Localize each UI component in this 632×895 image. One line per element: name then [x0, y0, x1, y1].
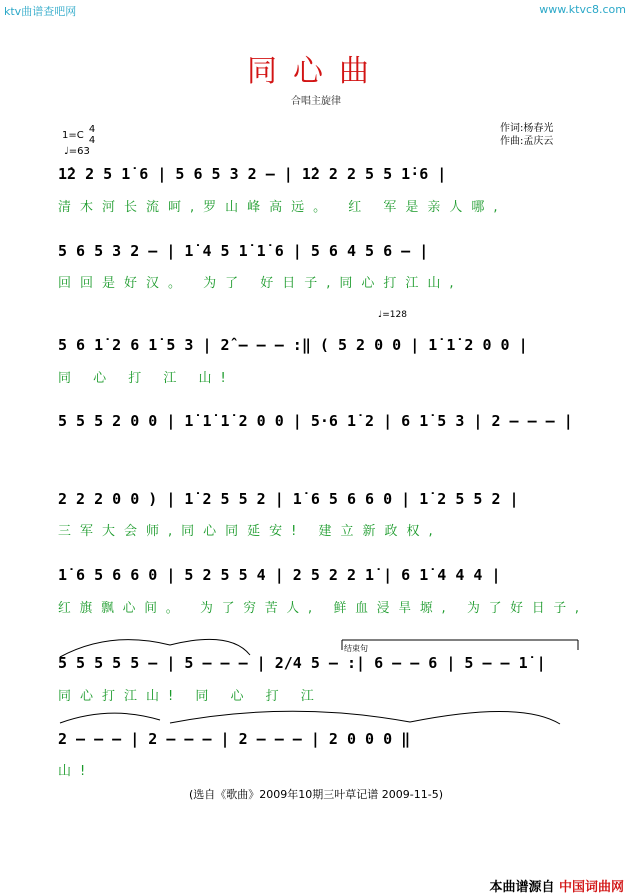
song-subtitle: 合唱主旋律 — [291, 96, 341, 107]
lyricist: 作词:杨春光 — [500, 123, 554, 134]
source-note: (选自《歌曲》2009年10期三叶草记谱 2009-11-5) — [189, 788, 443, 801]
score-row-text: 5 5 5 5 5 – | 5 – – – | 2/4 5 – :| 6 – – 6 | 5 – – 1̇ | — [58, 654, 546, 672]
key-label: 1=C — [62, 130, 84, 141]
lyric-row-5: 三军大会师,同心同延安! 建立新政权, — [58, 524, 442, 539]
lyric-row-7: 同心打江山! 同 心 打 江 — [58, 689, 323, 704]
tempo-marking-2: ♩=128 — [378, 310, 407, 320]
slur-arc — [60, 713, 160, 723]
tempo-marking: ♩=63 — [64, 146, 90, 157]
score-row-text: 2 – – – | 2 – – – | 2 – – – | 2 0 0 0 ‖ — [58, 730, 411, 748]
footer-text: 本曲谱源自 — [489, 880, 555, 895]
lyric-row-6: 红旗飘心间。 为了穷苦人, 鲜血浸旱塬, 为了好日子, — [58, 601, 588, 616]
footer-site[interactable]: 中国词曲网 — [558, 880, 624, 895]
site-name-left[interactable]: ktv曲谱查吧网 — [4, 5, 77, 18]
song-title: 同心曲 — [247, 54, 385, 89]
time-numerator: 4 — [88, 124, 96, 135]
score-row-text: 1̇2 2 5 1̇ 6 | 5 6 5 3 2 – | 1̇2 2 2 5 5 1̇·6 | — [58, 165, 447, 183]
slur-arc — [60, 639, 250, 657]
time-denominator: 4 — [88, 135, 96, 146]
score-row-text: 5 6 5 3 2 – | 1̇ 4 5 1̇ 1̇ 6 | 5 6 4 5 6 – | — [58, 242, 429, 260]
lyric-row-1: 清木河长流呵,罗山峰高远。 红 军是亲人哪, — [58, 200, 507, 215]
site-url-right[interactable]: www.ktvc8.com — [539, 3, 626, 16]
score-row-text: 5 5 5 2 0 0 | 1̇ 1̇ 1̇ 2 0 0 | 5·6 1̇ 2 | 6 1̇ 5 3 | 2 – – – | — [58, 412, 573, 430]
score-row-text: 2 2 2 0 0 ) | 1̇ 2 5 5 2 | 1̇ 6 5 6 6 0 | 1̇ 2 5 5 2 | — [58, 490, 519, 508]
composer: 作曲:孟庆云 — [500, 136, 554, 147]
lyric-row-8: 山! — [58, 764, 95, 779]
ending-label: 结束句 — [344, 644, 368, 653]
lyric-row-2: 回回是好汉。 为了 好日子,同心打江山, — [58, 276, 463, 291]
score-row-text: 1̇ 6 5 6 6 0 | 5 2 5 5 4 | 2 5 2 2 1̇ | 6 1̇ 4 4 4 | — [58, 566, 501, 584]
lyric-row-3: 同 心 打 江 山! — [58, 371, 235, 386]
score-row-text: 5 6 1̇ 2 6 1̇ 5 3 | 2̂ – – – :‖ ( 5 2 0 0 | 1̇ 1̇ 2 0 0 | — [58, 336, 528, 354]
slur-arc — [170, 711, 560, 724]
